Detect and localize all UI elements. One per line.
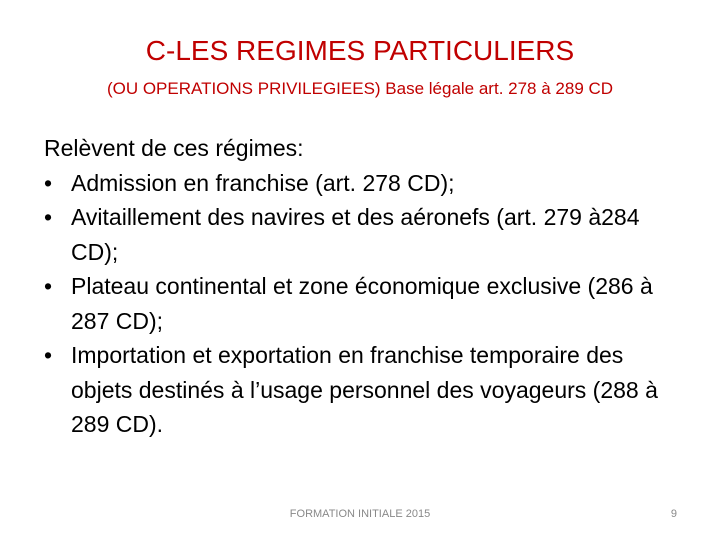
slide-body bbox=[44, 131, 684, 442]
bullet-list bbox=[44, 166, 684, 442]
bullet-item bbox=[44, 166, 684, 201]
bullet-item bbox=[44, 338, 684, 442]
bullet-text: Admission en franchise (art. 278 CD); bbox=[71, 169, 455, 196]
bullet-icon: • bbox=[44, 342, 53, 368]
slide-title: C-LES REGIMES PARTICULIERS bbox=[145, 35, 575, 66]
bullet-item bbox=[44, 200, 684, 269]
bullet-item bbox=[44, 269, 684, 338]
bullet-text: Avitaillement des navires et des aéronefs (art. 279 à284 CD); bbox=[71, 204, 640, 265]
page-number: 9 bbox=[670, 508, 677, 520]
bullet-text: Importation et exportation en franchise temporaire des objets destinés à l’usage personnel des voyageurs (288 à 289 CD). bbox=[71, 342, 658, 437]
intro-text: Relèvent de ces régimes: bbox=[44, 135, 304, 161]
slide-subtitle: (OU OPERATIONS PRIVILEGIEES) Base légale art. 278 à 289 CD bbox=[106, 79, 614, 98]
bullet-icon: • bbox=[44, 204, 53, 230]
bullet-icon: • bbox=[44, 273, 53, 299]
bullet-text: Plateau continental et zone économique exclusive (286 à 287 CD); bbox=[71, 273, 653, 334]
bullet-icon: • bbox=[44, 169, 53, 196]
footer-text: FORMATION INITIALE 2015 bbox=[289, 508, 431, 520]
